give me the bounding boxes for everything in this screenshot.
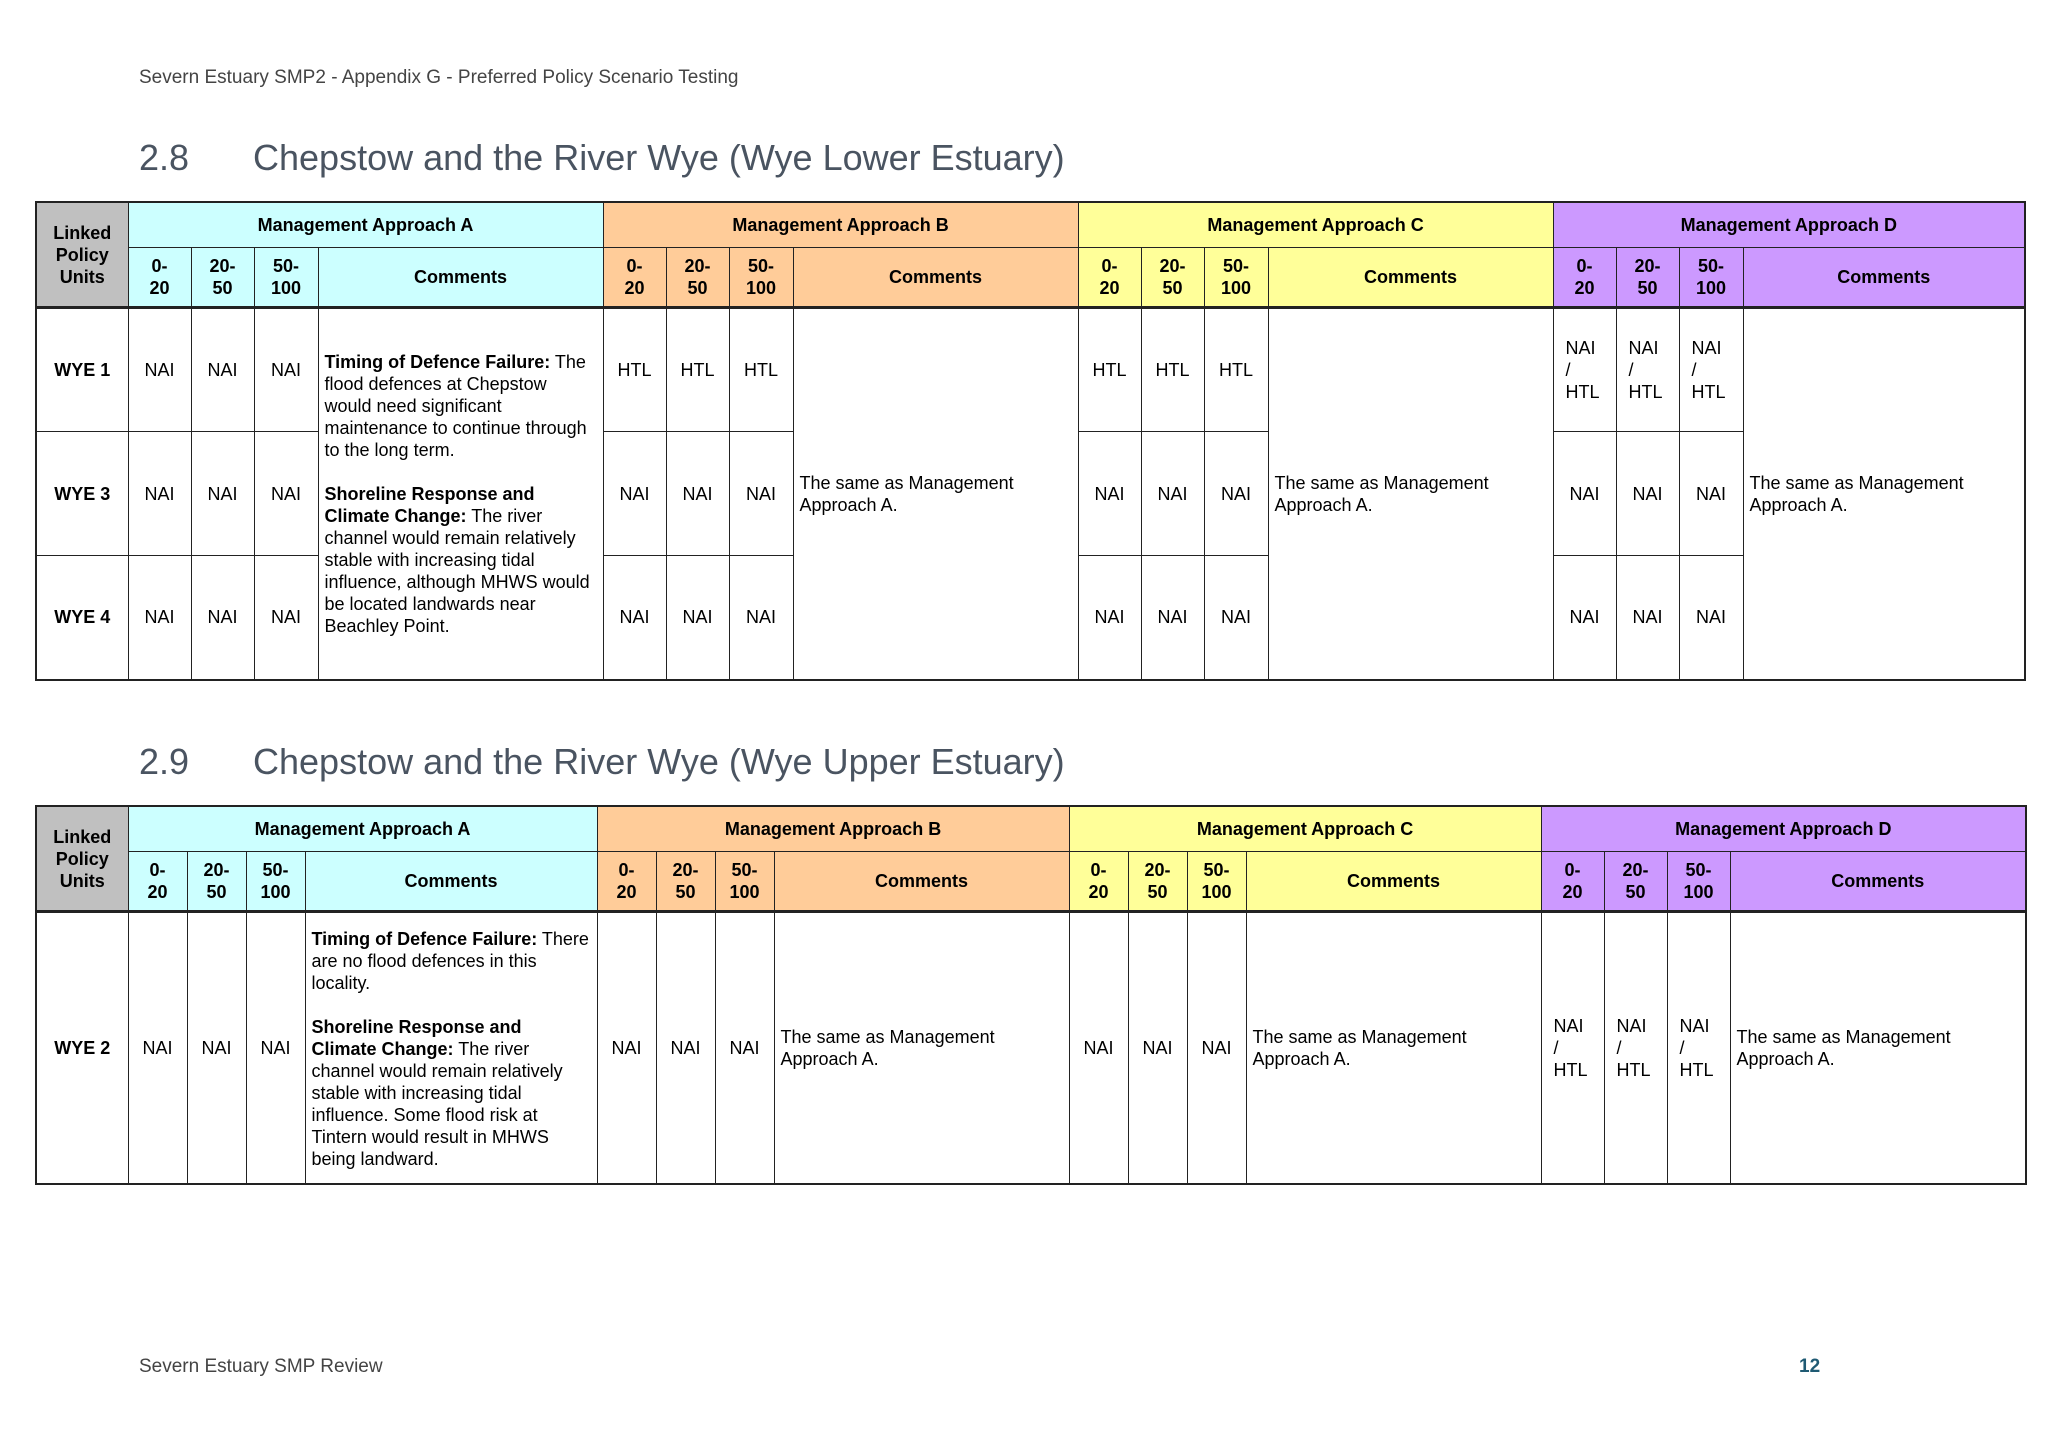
approach-b-header: Management Approach B <box>597 806 1069 852</box>
epoch-header: 0- 20 <box>597 852 656 912</box>
approach-a-comment: Timing of Defence Failure: There are no flood defences in this locality. Shoreline Response and Climate Change: The river channel would remain relatively stable with increasing tidal influence. Some flood risk at Tintern would result in MHWS being landward. <box>305 912 597 1184</box>
policy-cell: NAI <box>597 912 656 1184</box>
comments-header: Comments <box>305 852 597 912</box>
epoch-header: 20- 50 <box>1604 852 1667 912</box>
approach-c-header: Management Approach C <box>1078 202 1553 248</box>
approach-b-comment: The same as Management Approach A. <box>774 912 1069 1184</box>
approach-d-header: Management Approach D <box>1553 202 2025 248</box>
approach-c-comment: The same as Management Approach A. <box>1268 308 1553 680</box>
policy-cell: NAI <box>128 912 187 1184</box>
epoch-header: 50- 100 <box>1204 248 1268 308</box>
epoch-header: 20- 50 <box>1616 248 1679 308</box>
epoch-header: 20- 50 <box>1141 248 1204 308</box>
epoch-header: 50- 100 <box>254 248 318 308</box>
policy-cell: NAI <box>729 432 793 556</box>
policy-cell: NAI <box>254 432 318 556</box>
policy-cell: NAI / HTL <box>1616 308 1679 432</box>
approach-b-header: Management Approach B <box>603 202 1078 248</box>
epoch-header: 0- 20 <box>1541 852 1604 912</box>
comments-header: Comments <box>1268 248 1553 308</box>
epoch-header: 0- 20 <box>128 852 187 912</box>
section-heading-2-8 <box>139 137 1065 179</box>
comments-header: Comments <box>793 248 1078 308</box>
policy-cell: NAI <box>1679 432 1743 556</box>
policy-cell: NAI <box>1069 912 1128 1184</box>
policy-cell: NAI <box>246 912 305 1184</box>
policy-cell: NAI <box>187 912 246 1184</box>
section-title: Chepstow and the River Wye (Wye Lower Estuary) <box>253 137 1065 178</box>
policy-cell: NAI <box>191 432 254 556</box>
epoch-header: 20- 50 <box>1128 852 1187 912</box>
policy-cell: NAI <box>1679 556 1743 680</box>
policy-cell: NAI <box>656 912 715 1184</box>
linked-policy-units-header: Linked Policy Units <box>36 202 128 308</box>
policy-cell: NAI <box>191 308 254 432</box>
policy-cell: NAI <box>729 556 793 680</box>
policy-table-wye-upper <box>35 805 2027 1185</box>
policy-cell: NAI <box>715 912 774 1184</box>
comments-header: Comments <box>774 852 1069 912</box>
section-heading-2-9 <box>139 741 1065 783</box>
policy-cell: NAI <box>1616 556 1679 680</box>
epoch-header: 20- 50 <box>191 248 254 308</box>
page-number: 12 <box>1799 1356 1821 1377</box>
policy-cell: HTL <box>1078 308 1141 432</box>
policy-cell: NAI <box>1078 432 1141 556</box>
epoch-header: 50- 100 <box>1679 248 1743 308</box>
policy-cell: NAI <box>603 556 666 680</box>
table-row <box>36 912 2026 1184</box>
policy-cell: NAI <box>128 556 191 680</box>
policy-cell: NAI <box>666 556 729 680</box>
policy-cell: HTL <box>603 308 666 432</box>
policy-cell: NAI <box>1204 556 1268 680</box>
policy-cell: NAI <box>666 432 729 556</box>
approach-b-comment: The same as Management Approach A. <box>793 308 1078 680</box>
policy-cell: HTL <box>729 308 793 432</box>
approach-a-header: Management Approach A <box>128 202 603 248</box>
comments-header: Comments <box>1730 852 2026 912</box>
approach-d-comment: The same as Management Approach A. <box>1730 912 2026 1184</box>
policy-cell: NAI <box>1078 556 1141 680</box>
comments-header: Comments <box>1743 248 2025 308</box>
epoch-header: 50- 100 <box>1187 852 1246 912</box>
policy-cell: NAI <box>603 432 666 556</box>
approach-c-header: Management Approach C <box>1069 806 1541 852</box>
epoch-header: 20- 50 <box>187 852 246 912</box>
approach-a-comment: Timing of Defence Failure: The flood defences at Chepstow would need significant maintenance to continue through to the long term. Shoreline Response and Climate Change: The river channel would remain relatively stable with increasing tidal influence, although MHWS would be located landwards near Beachley Point. <box>318 308 603 680</box>
policy-cell: NAI / HTL <box>1679 308 1743 432</box>
policy-unit-cell: WYE 3 <box>36 432 128 556</box>
policy-cell: NAI <box>1553 432 1616 556</box>
policy-unit-cell: WYE 1 <box>36 308 128 432</box>
policy-cell: NAI <box>1187 912 1246 1184</box>
epoch-header: 50- 100 <box>246 852 305 912</box>
policy-cell: HTL <box>666 308 729 432</box>
policy-cell: NAI <box>1128 912 1187 1184</box>
epoch-header: 0- 20 <box>1553 248 1616 308</box>
policy-cell: NAI <box>191 556 254 680</box>
policy-cell: NAI <box>1204 432 1268 556</box>
policy-unit-cell: WYE 2 <box>36 912 128 1184</box>
epoch-header: 0- 20 <box>128 248 191 308</box>
section-number: 2.9 <box>139 741 190 782</box>
policy-cell: NAI <box>128 308 191 432</box>
epoch-header: 0- 20 <box>603 248 666 308</box>
footer-document-title: Severn Estuary SMP Review <box>139 1356 383 1377</box>
policy-cell: NAI <box>254 308 318 432</box>
epoch-header: 50- 100 <box>715 852 774 912</box>
epoch-header: 50- 100 <box>729 248 793 308</box>
linked-policy-units-header: Linked Policy Units <box>36 806 128 912</box>
approach-a-header: Management Approach A <box>128 806 597 852</box>
policy-unit-cell: WYE 4 <box>36 556 128 680</box>
policy-cell: NAI <box>128 432 191 556</box>
approach-d-comment: The same as Management Approach A. <box>1743 308 2025 680</box>
table-row <box>36 308 2025 432</box>
policy-cell: NAI / HTL <box>1667 912 1730 1184</box>
policy-cell: NAI <box>1141 556 1204 680</box>
policy-cell: HTL <box>1141 308 1204 432</box>
approach-d-header: Management Approach D <box>1541 806 2026 852</box>
policy-cell: NAI <box>254 556 318 680</box>
policy-cell: NAI <box>1141 432 1204 556</box>
policy-cell: NAI <box>1616 432 1679 556</box>
section-number: 2.8 <box>139 137 190 178</box>
epoch-header: 0- 20 <box>1078 248 1141 308</box>
epoch-header: 20- 50 <box>656 852 715 912</box>
policy-cell: NAI / HTL <box>1553 308 1616 432</box>
running-header: Severn Estuary SMP2 - Appendix G - Preferred Policy Scenario Testing <box>139 67 739 88</box>
epoch-header: 20- 50 <box>666 248 729 308</box>
comments-header: Comments <box>318 248 603 308</box>
approach-c-comment: The same as Management Approach A. <box>1246 912 1541 1184</box>
policy-cell: NAI / HTL <box>1541 912 1604 1184</box>
policy-cell: NAI <box>1553 556 1616 680</box>
comments-header: Comments <box>1246 852 1541 912</box>
epoch-header: 50- 100 <box>1667 852 1730 912</box>
policy-table-wye-lower <box>35 201 2026 681</box>
epoch-header: 0- 20 <box>1069 852 1128 912</box>
policy-cell: NAI / HTL <box>1604 912 1667 1184</box>
section-title: Chepstow and the River Wye (Wye Upper Estuary) <box>253 741 1065 782</box>
policy-cell: HTL <box>1204 308 1268 432</box>
